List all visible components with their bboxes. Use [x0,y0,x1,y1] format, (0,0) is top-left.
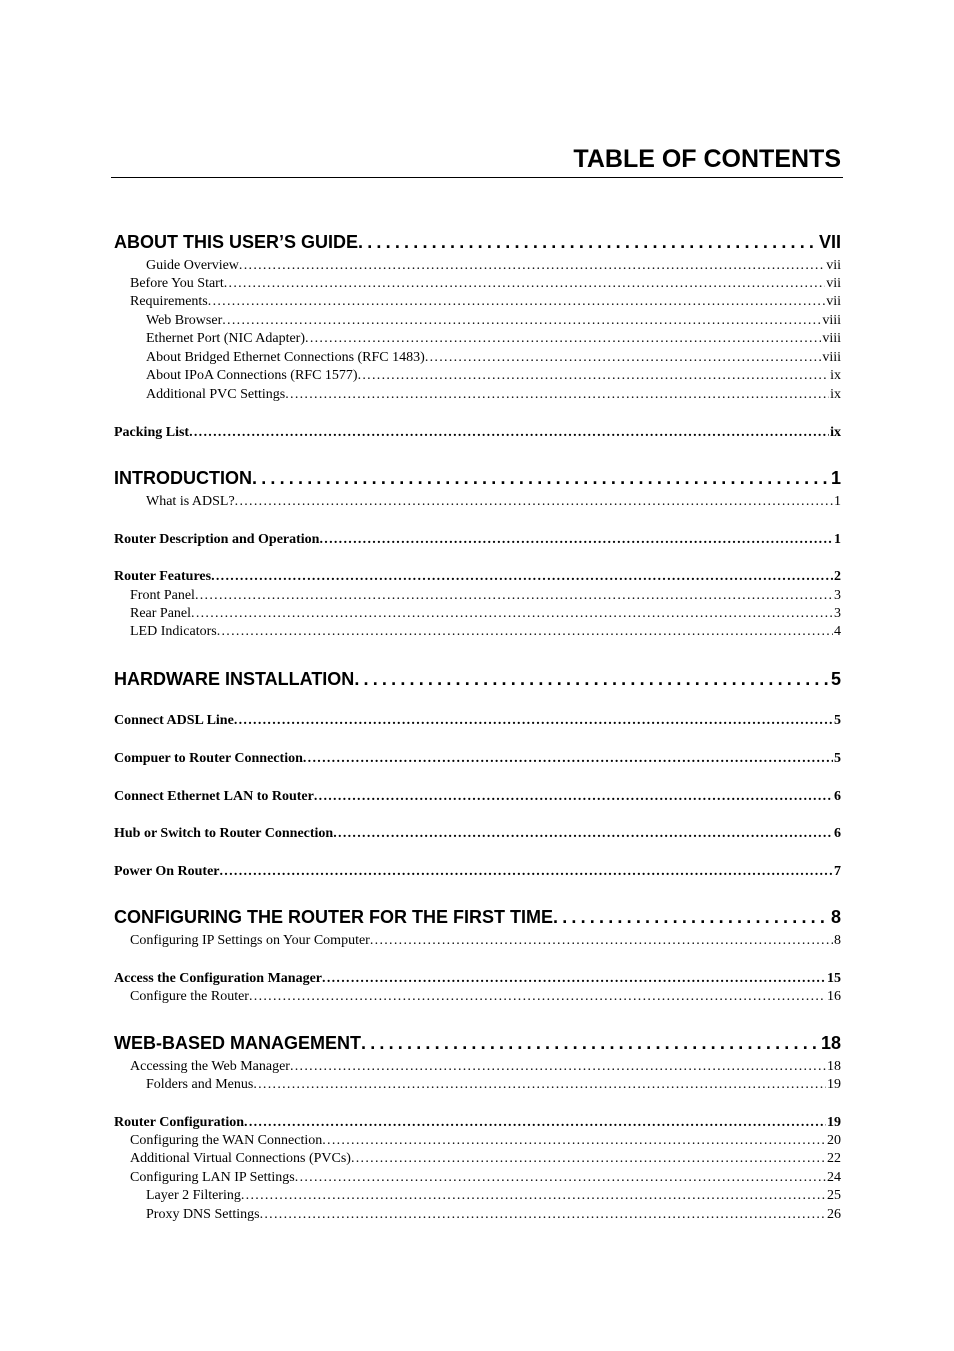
toc-entry-page-number: 6 [834,826,841,841]
dot-leader [314,789,833,805]
toc-entry-title: Before You Start [130,276,224,291]
toc-entry-title: Guide Overview [146,258,239,273]
dot-leader [351,1151,826,1167]
toc-entry-title: CONFIGURING THE ROUTER FOR THE FIRST TIME [114,907,553,927]
toc-entry-sub1[interactable] [0,989,841,1007]
toc-entry-sub2[interactable] [0,387,841,405]
toc-entry-title: Rear Panel [130,606,192,621]
toc-entry-page-number: viii [822,331,841,346]
toc-entry-sub2[interactable] [0,350,841,368]
toc-entry-chapter[interactable] [0,1033,841,1057]
toc-entry-page-number: 18 [820,1033,841,1053]
toc-entry-sub2[interactable] [0,1077,841,1095]
toc-entry-sub2[interactable] [0,1207,841,1225]
toc-entry-section[interactable] [0,425,841,444]
toc-entry-page-number: 20 [827,1133,841,1148]
toc-entry-title: Access the Configuration Manager [114,971,323,986]
toc-entry-title: ABOUT THIS USER’S GUIDE [114,232,359,252]
toc-entry-title: Proxy DNS Settings [146,1207,260,1222]
toc-entry-title: Configuring LAN IP Settings [130,1170,295,1185]
toc-entry-title: Compuer to Router Connection [114,751,303,766]
dot-leader [358,368,830,384]
toc-entry-section[interactable] [0,1115,841,1134]
toc-entry-page-number: vii [826,276,841,291]
toc-entry-page-number: 16 [827,989,841,1004]
toc-entry-title: Configuring IP Settings on Your Computer [130,933,370,948]
toc-entry-sub1[interactable] [0,624,841,642]
toc-entry-title: Router Configuration [114,1115,245,1130]
toc-entry-section[interactable] [0,971,841,990]
toc-entry-page-number: 19 [827,1077,841,1092]
toc-entry-page-number: 15 [827,971,841,986]
toc-entry-section[interactable] [0,569,841,588]
toc-entry-sub1[interactable] [0,1059,841,1077]
toc-entry-title: Additional Virtual Connections (PVCs) [130,1151,351,1166]
toc-entry-page-number: 5 [834,713,841,728]
toc-entry-title: Web Browser [146,313,223,328]
toc-entry-section[interactable] [0,826,841,845]
dot-leader [217,624,833,640]
dot-leader [224,276,825,292]
toc-entry-title: About IPoA Connections (RFC 1577) [146,368,358,383]
toc-entry-page-number: 1 [834,532,841,547]
toc-entry-page-number: vii [826,258,841,273]
dot-leader [241,1188,826,1204]
toc-entry-sub2[interactable] [0,368,841,386]
dot-leader [252,468,830,489]
toc-entry-page-number: 4 [834,624,841,639]
dot-leader [222,313,821,329]
toc-entry-page-number: ix [830,387,841,402]
toc-entry-sub1[interactable] [0,294,841,312]
toc-entry-title: Folders and Menus [146,1077,254,1092]
dot-leader [235,494,833,510]
toc-entry-page-number: viii [822,350,841,365]
dot-leader [253,1077,826,1093]
toc-entry-page-number: 1 [834,494,841,509]
toc-entry-title: Ethernet Port (NIC Adapter) [146,331,306,346]
toc-entry-page-number: ix [830,368,841,383]
toc-entry-sub2[interactable] [0,1188,841,1206]
toc-entry-page-number: 19 [827,1115,841,1130]
dot-leader [211,569,833,585]
toc-entry-section[interactable] [0,864,841,883]
toc-entry-title: Layer 2 Filtering [146,1188,241,1203]
toc-entry-sub2[interactable] [0,313,841,331]
page-title: TABLE OF CONTENTS [573,145,841,173]
dot-leader [234,713,833,729]
toc-entry-sub1[interactable] [0,1133,841,1151]
toc-entry-sub2[interactable] [0,494,841,512]
toc-entry-sub1[interactable] [0,276,841,294]
dot-leader [220,864,834,880]
dot-leader [239,258,825,274]
dot-leader [295,1170,826,1186]
toc-entry-sub1[interactable] [0,588,841,606]
toc-entry-title: Connect Ethernet LAN to Router [114,789,314,804]
toc-entry-sub1[interactable] [0,1151,841,1169]
toc-entry-title: Configure the Router [130,989,249,1004]
toc-entry-page-number: 25 [827,1188,841,1203]
toc-entry-page-number: 5 [830,669,841,689]
dot-leader [191,606,833,622]
toc-entry-section[interactable] [0,789,841,808]
toc-entry-chapter[interactable] [0,232,841,256]
toc-entry-title: Router Description and Operation [114,532,320,547]
toc-entry-title: What is ADSL? [146,494,235,509]
toc-entry-section[interactable] [0,532,841,551]
toc-entry-page-number: 3 [834,606,841,621]
dot-leader [319,532,833,548]
toc-entry-title: Connect ADSL Line [114,713,234,728]
toc-entry-title: WEB-BASED MANAGEMENT [114,1033,361,1053]
toc-entry-title: LED Indicators [130,624,217,639]
dot-leader [553,907,830,928]
toc-entry-page-number: 8 [830,907,841,927]
toc-entry-section[interactable] [0,713,841,732]
dot-leader [370,933,833,949]
toc-entry-title: Front Panel [130,588,195,603]
toc-entry-page-number: 7 [834,864,841,879]
toc-entry-page-number: 2 [834,569,841,584]
toc-entry-title: Router Features [114,569,212,584]
toc-entry-page-number: VII [818,232,841,252]
toc-entry-sub1[interactable] [0,606,841,624]
dot-leader [244,1115,826,1131]
toc-entry-title: Configuring the WAN Connection [130,1133,323,1148]
toc-entry-page-number: 8 [834,933,841,948]
toc-entry-page-number: ix [830,425,841,440]
toc-entry-title: Power On Router [114,864,220,879]
dot-leader [354,669,830,690]
dot-leader [303,751,833,767]
toc-entry-page-number: vii [826,294,841,309]
toc-entry-sub2[interactable] [0,258,841,276]
dot-leader [322,1133,826,1149]
toc-entry-title: Additional PVC Settings [146,387,286,402]
toc-entry-chapter[interactable] [0,468,841,492]
toc-entry-title: Hub or Switch to Router Connection [114,826,334,841]
dot-leader [249,989,826,1005]
toc-entry-page-number: 5 [834,751,841,766]
toc-entry-title: Requirements [130,294,208,309]
toc-entry-page-number: 22 [827,1151,841,1166]
toc-entry-page-number: 3 [834,588,841,603]
dot-leader [322,971,826,987]
dot-leader [290,1059,826,1075]
dot-leader [285,387,829,403]
toc-entry-page-number: 26 [827,1207,841,1222]
toc-entry-page-number: viii [822,313,841,328]
toc-entry-page-number: 1 [830,468,841,488]
dot-leader [361,1033,820,1054]
dot-leader [189,425,829,441]
toc-entry-title: Accessing the Web Manager [130,1059,290,1074]
toc-entry-chapter[interactable] [0,907,841,931]
toc-entry-page-number: 18 [827,1059,841,1074]
toc-entry-sub1[interactable] [0,1170,841,1188]
dot-leader [260,1207,826,1223]
toc-entry-sub2[interactable] [0,331,841,349]
toc-entry-title: HARDWARE INSTALLATION [114,669,355,689]
toc-entry-page-number: 24 [827,1170,841,1185]
dot-leader [195,588,833,604]
toc-entry-section[interactable] [0,751,841,770]
dot-leader [305,331,821,347]
toc-entry-title: About Bridged Ethernet Connections (RFC 1483) [146,350,425,365]
toc-entry-page-number: 6 [834,789,841,804]
toc-entry-chapter[interactable] [0,669,841,693]
toc-entry-title: Packing List [114,425,190,440]
toc-entry-sub1[interactable] [0,933,841,951]
dot-leader [425,350,822,366]
dot-leader [333,826,833,842]
dot-leader [358,232,818,253]
toc-entry-title: INTRODUCTION [114,468,252,488]
dot-leader [208,294,825,310]
